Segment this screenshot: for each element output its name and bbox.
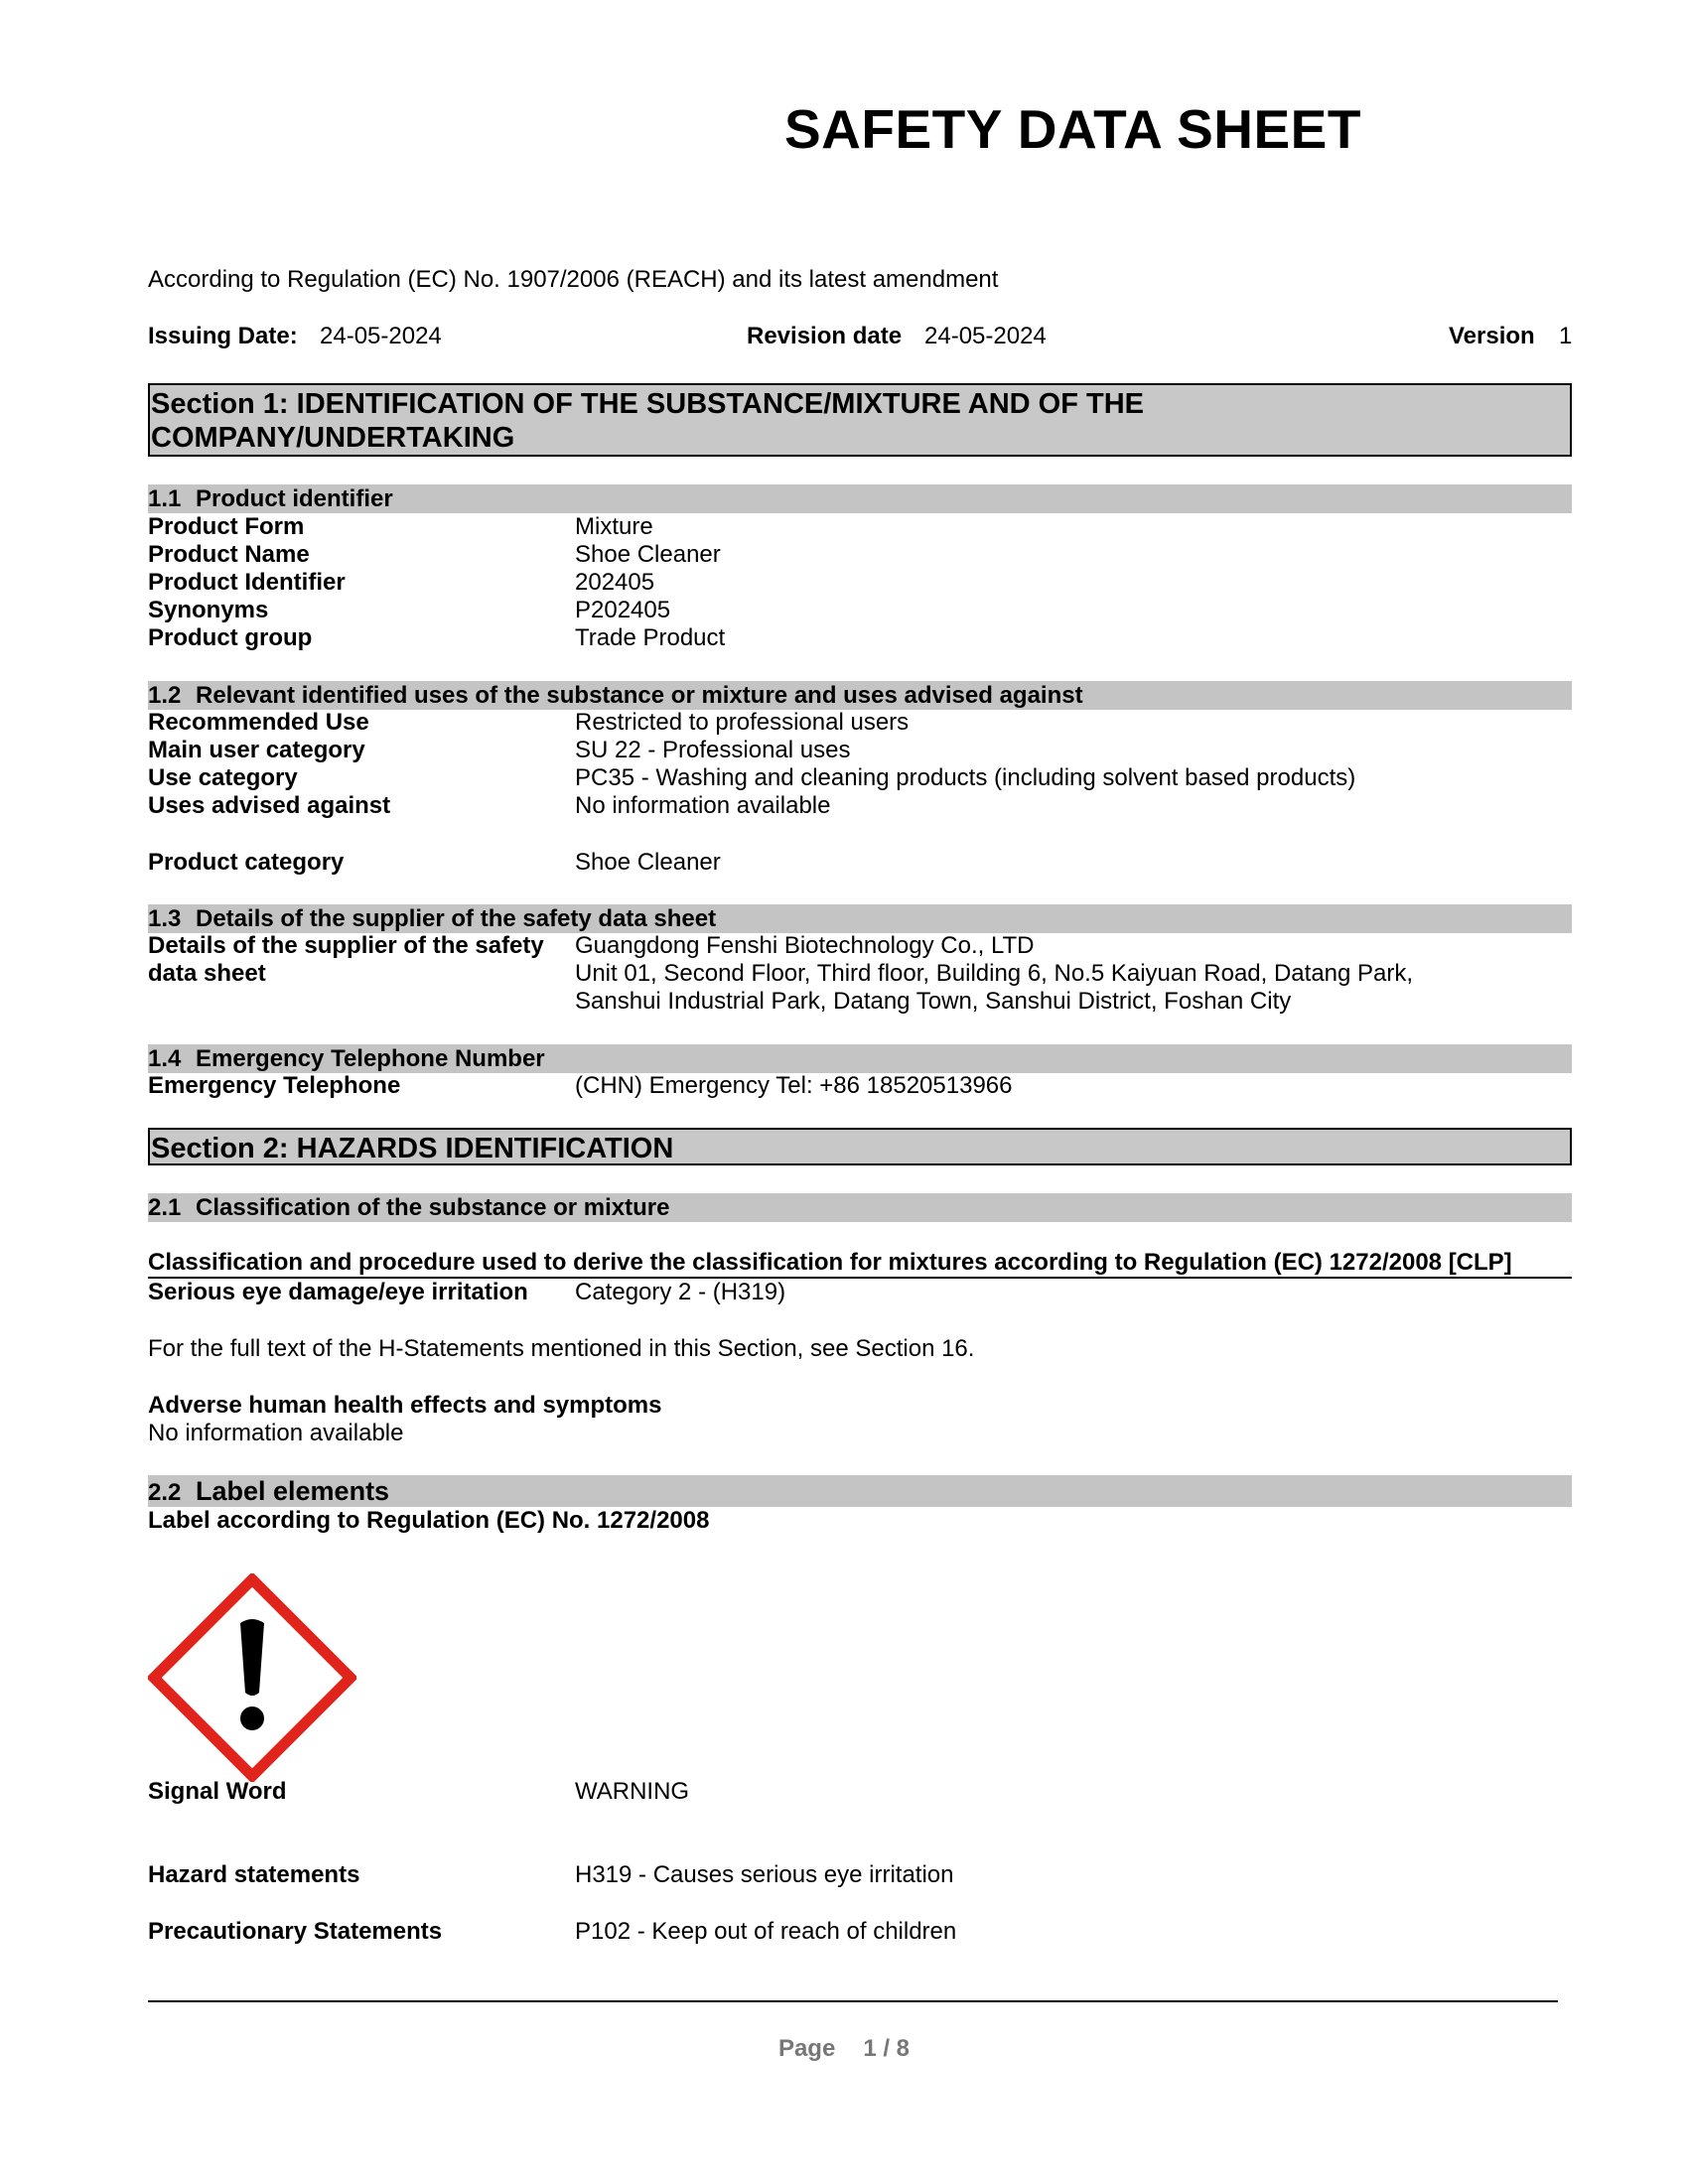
supplier-address-line2: Sanshui Industrial Park, Datang Town, Sanshui District, Foshan City [575, 988, 1292, 1015]
revision-date-label: Revision date [747, 323, 903, 349]
subsection-1-3-header [148, 904, 1572, 933]
subsection-title: Classification of the substance or mixture [196, 1194, 670, 1221]
supplier-company: Guangdong Fenshi Biotechnology Co., LTD [575, 932, 1035, 959]
emergency-phone: (CHN) Emergency Tel: +86 18520513966 [575, 1072, 1013, 1099]
subsection-1-4-header [148, 1044, 1572, 1073]
field-label: Synonyms [148, 597, 269, 623]
subsection-title: Relevant identified uses of the substance or mixture and uses advised against [196, 682, 1083, 709]
footer-divider [148, 2000, 1558, 2002]
field-value: Restricted to professional users [575, 709, 910, 736]
version-label: Version [1449, 323, 1535, 349]
subsection-2-2-header [148, 1475, 1572, 1507]
field-label: Recommended Use [148, 709, 369, 736]
field-label: Details of the supplier of the safety [148, 932, 544, 959]
field-label: Product Name [148, 541, 310, 568]
field-label: Product group [148, 624, 313, 651]
field-value: P202405 [575, 597, 671, 623]
field-label: Uses advised against [148, 792, 391, 819]
field-label: Use category [148, 764, 298, 791]
section-2-header [148, 1128, 1572, 1165]
field-label: Hazard statements [148, 1861, 360, 1888]
subsection-title: Label elements [196, 1476, 390, 1506]
field-label: Serious eye damage/eye irritation [148, 1279, 528, 1305]
signal-word-value: WARNING [575, 1778, 690, 1805]
field-value: Trade Product [575, 624, 726, 651]
subsection-1-2-header [148, 681, 1572, 710]
section-1-title-line1: Section 1: IDENTIFICATION OF THE SUBSTANCE/MIXTURE AND OF THE [151, 388, 1144, 420]
field-value: P102 - Keep out of reach of children [575, 1918, 957, 1945]
label-regulation-heading: Label according to Regulation (EC) No. 1272/2008 [148, 1507, 710, 1534]
regulation-statement: According to Regulation (EC) No. 1907/2006 (REACH) and its latest amendment [148, 266, 999, 293]
classification-heading: Classification and procedure used to derive the classification for mixtures according to Regulation (EC) 1272/2008 [CLP] [148, 1249, 1572, 1279]
issuing-date-label: Issuing Date: [148, 323, 298, 349]
subsection-number: 2.2 [148, 1479, 182, 1506]
document-title: SAFETY DATA SHEET [784, 98, 1361, 160]
field-value: Shoe Cleaner [575, 849, 721, 876]
page-label: Page [777, 2035, 836, 2062]
section-1-header [148, 383, 1572, 457]
subsection-title: Product identifier [196, 485, 393, 512]
subsection-number: 1.4 [148, 1045, 182, 1072]
field-value: SU 22 - Professional uses [575, 737, 851, 763]
field-label: Product category [148, 849, 345, 876]
field-label: data sheet [148, 960, 266, 987]
exclamation-mark-pictogram-icon [148, 1573, 356, 1782]
subsection-title: Details of the supplier of the safety data sheet [196, 905, 717, 932]
adverse-effects-value: No information available [148, 1420, 404, 1446]
field-value: Category 2 - (H319) [575, 1279, 786, 1305]
field-label: Product Identifier [148, 569, 346, 596]
field-label: Main user category [148, 737, 365, 763]
page-footer [0, 2035, 1688, 2063]
subsection-2-1-header [148, 1193, 1572, 1222]
field-value: 202405 [575, 569, 655, 596]
h-statements-note: For the full text of the H-Statements mentioned in this Section, see Section 16. [148, 1335, 975, 1362]
field-label: Product Form [148, 513, 305, 540]
subsection-1-1-header [148, 484, 1572, 513]
field-value: PC35 - Washing and cleaning products (including solvent based products) [575, 764, 1356, 791]
section-2-title: Section 2: HAZARDS IDENTIFICATION [151, 1133, 674, 1164]
field-label: Precautionary Statements [148, 1918, 443, 1945]
field-value: Shoe Cleaner [575, 541, 721, 568]
supplier-address-line1: Unit 01, Second Floor, Third floor, Building 6, No.5 Kaiyuan Road, Datang Park, [575, 960, 1414, 987]
field-value: Mixture [575, 513, 653, 540]
section-1-title-line2: COMPANY/UNDERTAKING [151, 422, 515, 454]
version-value: 1 [1559, 323, 1573, 349]
field-value: No information available [575, 792, 831, 819]
subsection-title: Emergency Telephone Number [196, 1045, 545, 1072]
adverse-effects-heading: Adverse human health effects and symptoms [148, 1392, 662, 1419]
field-value: H319 - Causes serious eye irritation [575, 1861, 954, 1888]
issuing-date-value: 24-05-2024 [320, 323, 442, 349]
field-label: Signal Word [148, 1778, 287, 1805]
subsection-number: 1.1 [148, 485, 182, 512]
page-number: 1 / 8 [863, 2035, 911, 2062]
field-label: Emergency Telephone [148, 1072, 401, 1099]
subsection-number: 2.1 [148, 1194, 182, 1221]
subsection-number: 1.3 [148, 905, 182, 932]
revision-date-value: 24-05-2024 [924, 323, 1047, 349]
subsection-number: 1.2 [148, 682, 182, 709]
